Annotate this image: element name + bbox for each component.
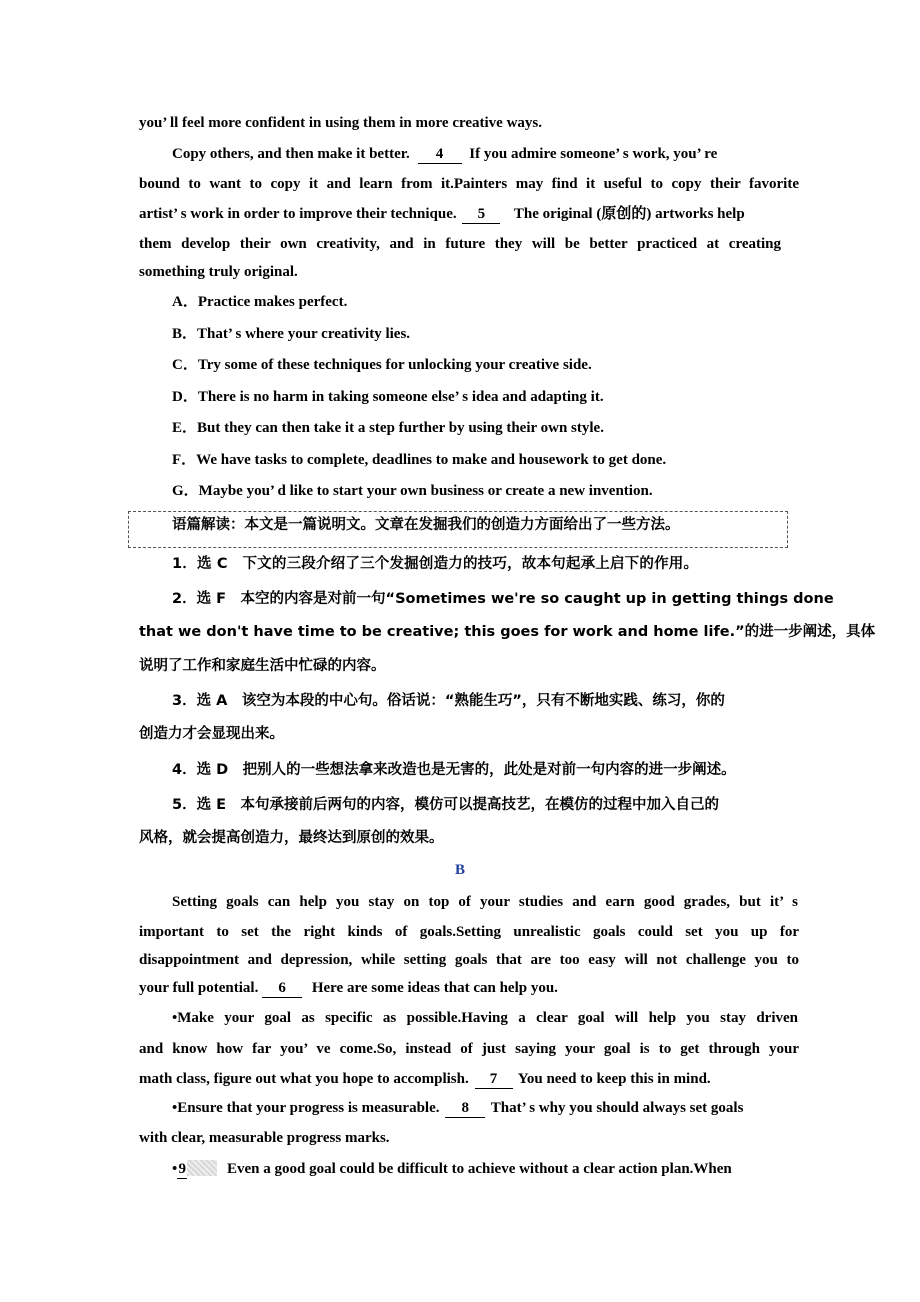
option-f: F．We have tasks to complete, deadlines to make and housework to get done. [172,452,667,468]
passage-text: That’ s why you should always set goals [490,1100,744,1116]
passage-text: Here are some ideas that can help you. [311,980,558,996]
answer-3-line: 3．选 A 该空为本段的中心句。俗话说：“熟能生巧”，只有不断地实践、练习，你的 [172,693,725,709]
section-heading: B [454,862,465,878]
passage-text: •Ensure that your progress is measurable. [172,1100,440,1116]
passage-line: important to set the right kinds of goals.Setting unrealistic goals could set you up for [139,924,799,940]
answer-3-line: 创造力才会显现出来。 [139,726,284,742]
passage-text: The original (原创的) artworks help [513,206,745,222]
answer-2-line: 说明了工作和家庭生活中忙碌的内容。 [139,658,386,674]
answer-1: 1．选 C 下文的三段介绍了三个发掘创造力的技巧，故本句起承上启下的作用。 [172,556,699,572]
passage-text: Even a good goal could be difficult to achieve without a clear action plan.When [227,1161,732,1177]
blank-8[interactable]: 8 [445,1099,485,1118]
option-c: C．Try some of these techniques for unlocking your creative side. [172,357,592,373]
passage-text: Copy others, and then make it better. [172,146,410,162]
option-e: E．But they can then take it a step further by using their own style. [172,420,604,436]
passage-text: If you admire someone’ s work, you’ re [469,146,718,162]
answer-4: 4．选 D 把别人的一些想法拿来改造也是无害的，此处是对前一句内容的进一步阐述。 [172,762,736,778]
passage-line: disappointment and depression, while setting goals that are too easy will not challenge you to [139,952,799,968]
passage-line: Setting goals can help you stay on top of your studies and earn good grades, but it’ s [172,894,798,910]
answer-5-line: 5．选 E 本句承接前后两句的内容，模仿可以提高技艺，在模仿的过程中加入自己的 [172,797,720,813]
blank-5[interactable]: 5 [462,205,500,224]
passage-line [172,144,798,164]
option-a: A．Practice makes perfect. [172,294,348,310]
passage-line [139,204,799,224]
passage-text: artist’ s work in order to improve their technique. [139,206,457,222]
answer-2-line: 2．选 F 本空的内容是对前一句“Sometimes we're so caught up in getting things done [172,591,834,607]
passage-line: them develop their own creativity, and in future they will be better practiced at creating [139,236,781,252]
blank-6[interactable]: 6 [262,979,302,998]
passage-text: your full potential. [139,980,259,996]
passage-line [172,1098,798,1118]
answer-2-line: that we don't have time to be creative; this goes for work and home life.”的进一步阐述，具体 [139,624,876,640]
blank-4[interactable]: 4 [418,145,462,164]
summary-text: 语篇解读：本文是一篇说明文。文章在发掘我们的创造力方面给出了一些方法。 [172,517,680,533]
option-b: B．That’ s where your creativity lies. [172,326,411,342]
passage-line [139,978,799,998]
blank-7[interactable]: 7 [475,1070,513,1089]
passage-line [139,1069,799,1089]
passage-line: and know how far you’ ve come.So, instead of just saying your goal is to get through your [139,1041,799,1057]
blank-9-shading [187,1160,217,1176]
passage-line: you’ ll feel more confident in using them in more creative ways. [139,115,543,131]
passage-text: You need to keep this in mind. [517,1071,711,1087]
option-d: D．There is no harm in taking someone else’ s idea and adapting it. [172,389,604,405]
passage-line: bound to want to copy it and learn from it.Painters may find it useful to copy their favorite [139,176,799,192]
passage-line: •Make your goal as specific as possible.Having a clear goal will help you stay driven [172,1010,798,1026]
passage-line [172,1159,798,1179]
option-g: G．Maybe you’ d like to start your own business or create a new invention. [172,483,653,499]
bullet: • [172,1161,178,1177]
passage-text: math class, figure out what you hope to accomplish. [139,1071,469,1087]
blank-9[interactable]: 9 [178,1161,187,1177]
answer-5-line: 风格，就会提高创造力，最终达到原创的效果。 [139,830,444,846]
passage-line: something truly original. [139,264,298,280]
passage-line: with clear, measurable progress marks. [139,1130,390,1146]
